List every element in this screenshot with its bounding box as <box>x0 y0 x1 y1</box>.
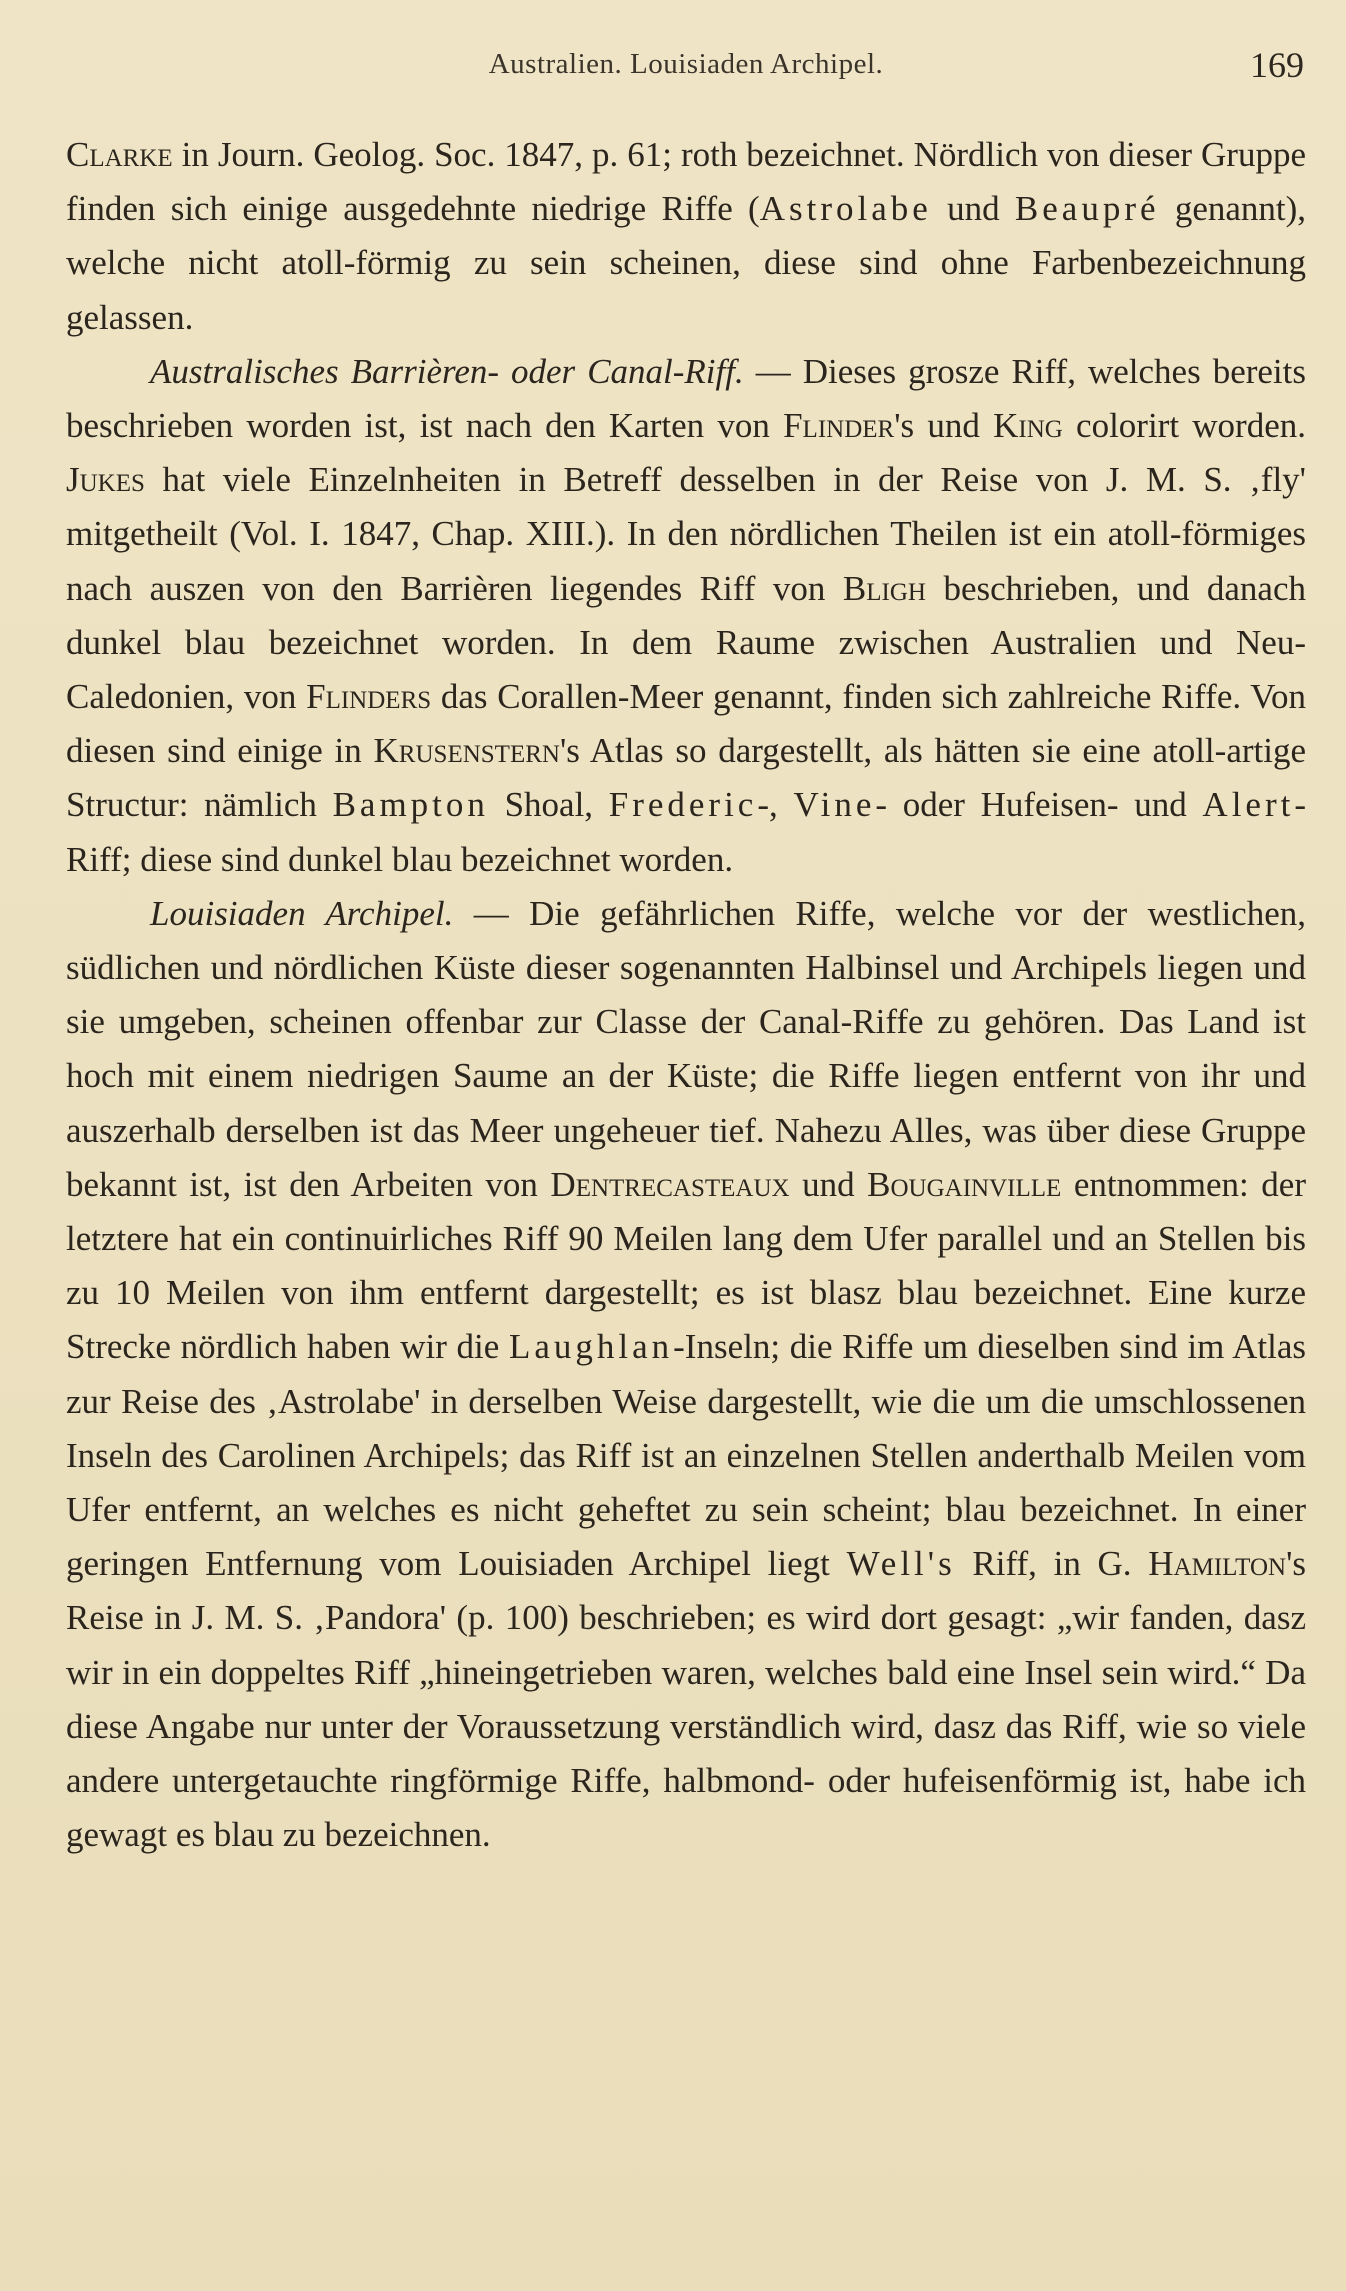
spaced-name: Astrolabe <box>759 189 932 229</box>
text-run: -Inseln; die Riffe um dieselben sind im Atlas zur Reise des ‚Astrolabe' in derselben Weise dargestellt, wie die um die umschlossenen Inseln des Carolinen Archipels; das Riff ist an einzelnen Stellen anderthalb Meilen vom Ufer entfernt, an welches es nicht geheftet zu sein scheint; blau bezeichnet. In einer geringen Entfernung vom Louisiaden Archipel liegt <box>66 1327 1306 1584</box>
paragraph-clarke <box>66 128 1306 345</box>
text-run: hat viele Einzelnheiten in Betreff desselben in der Reise von J. M. S. ‚fly' mitgetheilt (Vol. I. 1847, Chap. XIII.). In den nördlichen Theilen ist ein atoll-förmiges nach auszen von den Barrièren liegendes Riff von <box>66 460 1306 608</box>
author-name: Flinder <box>783 406 895 446</box>
author-name: Bougainville <box>867 1164 1062 1204</box>
section-heading: Australisches Barrièren- oder Canal-Riff. <box>150 351 744 391</box>
page-header <box>68 45 1304 88</box>
text-run: 's Reise in J. M. S. ‚Pandora' (p. 100) beschrieben; es wird dort gesagt: „wir fanden, dasz wir in ein doppeltes Riff „hineingetrieben waren, welches bald eine Insel sein wird.“ Da diese Angabe nur unter der Voraussetzung verständlich wird, dasz das Riff, wie so viele andere untergetauchte ringförmige Riffe, halbmond- oder hufeisenförmig ist, habe ich gewagt es blau zu bezeichnen. <box>66 1544 1306 1855</box>
text-run: Riff, in G. <box>955 1544 1149 1584</box>
spaced-name: Beaupré <box>1014 189 1160 229</box>
paragraph-louisiaden <box>66 887 1306 1863</box>
text-run: 's und <box>894 406 994 446</box>
paragraph-barrier-reef <box>66 345 1306 887</box>
text-run: entnommen: der letztere hat ein continuirliches Riff 90 Meilen lang dem Ufer parallel und an Stellen bis zu 10 Meilen von ihm entfernt dargestellt; es ist blasz blau bezeichnet. Eine kurze Strecke nördlich haben wir die <box>66 1164 1306 1367</box>
text-run: - oder Hufeisen- und <box>875 785 1203 825</box>
spaced-name: Bampton <box>332 785 489 825</box>
text-run: in Journ. Geolog. Soc. 1847, p. 61; roth bezeichnet. Nördlich von dieser Gruppe finden sich einige ausgedehnte niedrige Riffe ( <box>66 135 1306 229</box>
spaced-name: Frederic <box>608 785 758 825</box>
text-run: -Riff; diese sind dunkel blau bezeichnet worden. <box>66 785 1306 879</box>
author-name: Hamilton <box>1148 1544 1287 1584</box>
text-run: und <box>931 189 1015 229</box>
spaced-name: Alert <box>1202 785 1295 825</box>
spaced-name: Vine <box>793 785 876 825</box>
author-name: Clarke <box>66 135 173 174</box>
text-run: — Die gefährlichen Riffe, welche vor der westlichen, südlichen und nördlichen Küste dieser sogenannten Halbinsel und Archipels liegen und sie umgeben, scheinen offenbar zur Classe der Canal-Riffe zu gehören. Das Land ist hoch mit einem niedrigen Saume an der Küste; die Riffe liegen entfernt von ihr und auszerhalb derselben ist das Meer ungeheuer tief. Nahezu Alles, was über diese Gruppe bekannt ist, ist den Arbeiten von <box>66 893 1306 1204</box>
spaced-name: Well's <box>846 1544 956 1584</box>
running-head: Australien. Louisiaden Archipel. <box>488 48 884 80</box>
text-run: und <box>789 1164 868 1204</box>
text-run: — Dieses grosze Riff, welches bereits beschrieben worden ist, ist nach den Karten von <box>66 351 1306 446</box>
text-run: colorirt worden. <box>1062 406 1306 446</box>
author-name: Flinders <box>306 677 432 717</box>
text-run: das Corallen-Meer genannt, finden sich zahlreiche Riffe. Von diesen sind einige in <box>66 677 1306 771</box>
body-text <box>66 128 1306 1863</box>
author-name: Dentrecasteaux <box>550 1164 790 1204</box>
text-run: -, <box>757 785 794 825</box>
text-run: beschrieben, und danach dunkel blau bezeichnet worden. In dem Raume zwischen Australien und Neu-Caledonien, von <box>66 568 1306 717</box>
spaced-name: Laughlan <box>508 1327 674 1367</box>
text-run: genannt), welche nicht atoll-förmig zu sein scheinen, diese sind ohne Farbenbezeichnung gelassen. <box>66 189 1307 337</box>
author-name: King <box>993 406 1063 446</box>
section-heading: Louisiaden Archipel. <box>150 893 454 933</box>
author-name: Bligh <box>842 568 926 608</box>
page-number: 169 <box>1250 45 1304 85</box>
text-run: Shoal, <box>488 785 609 825</box>
author-name: Krusenstern <box>373 731 560 771</box>
text-run: 's Atlas so dargestellt, als hätten sie eine atoll-artige Structur: nämlich <box>66 731 1306 825</box>
author-name: Jukes <box>66 460 145 500</box>
